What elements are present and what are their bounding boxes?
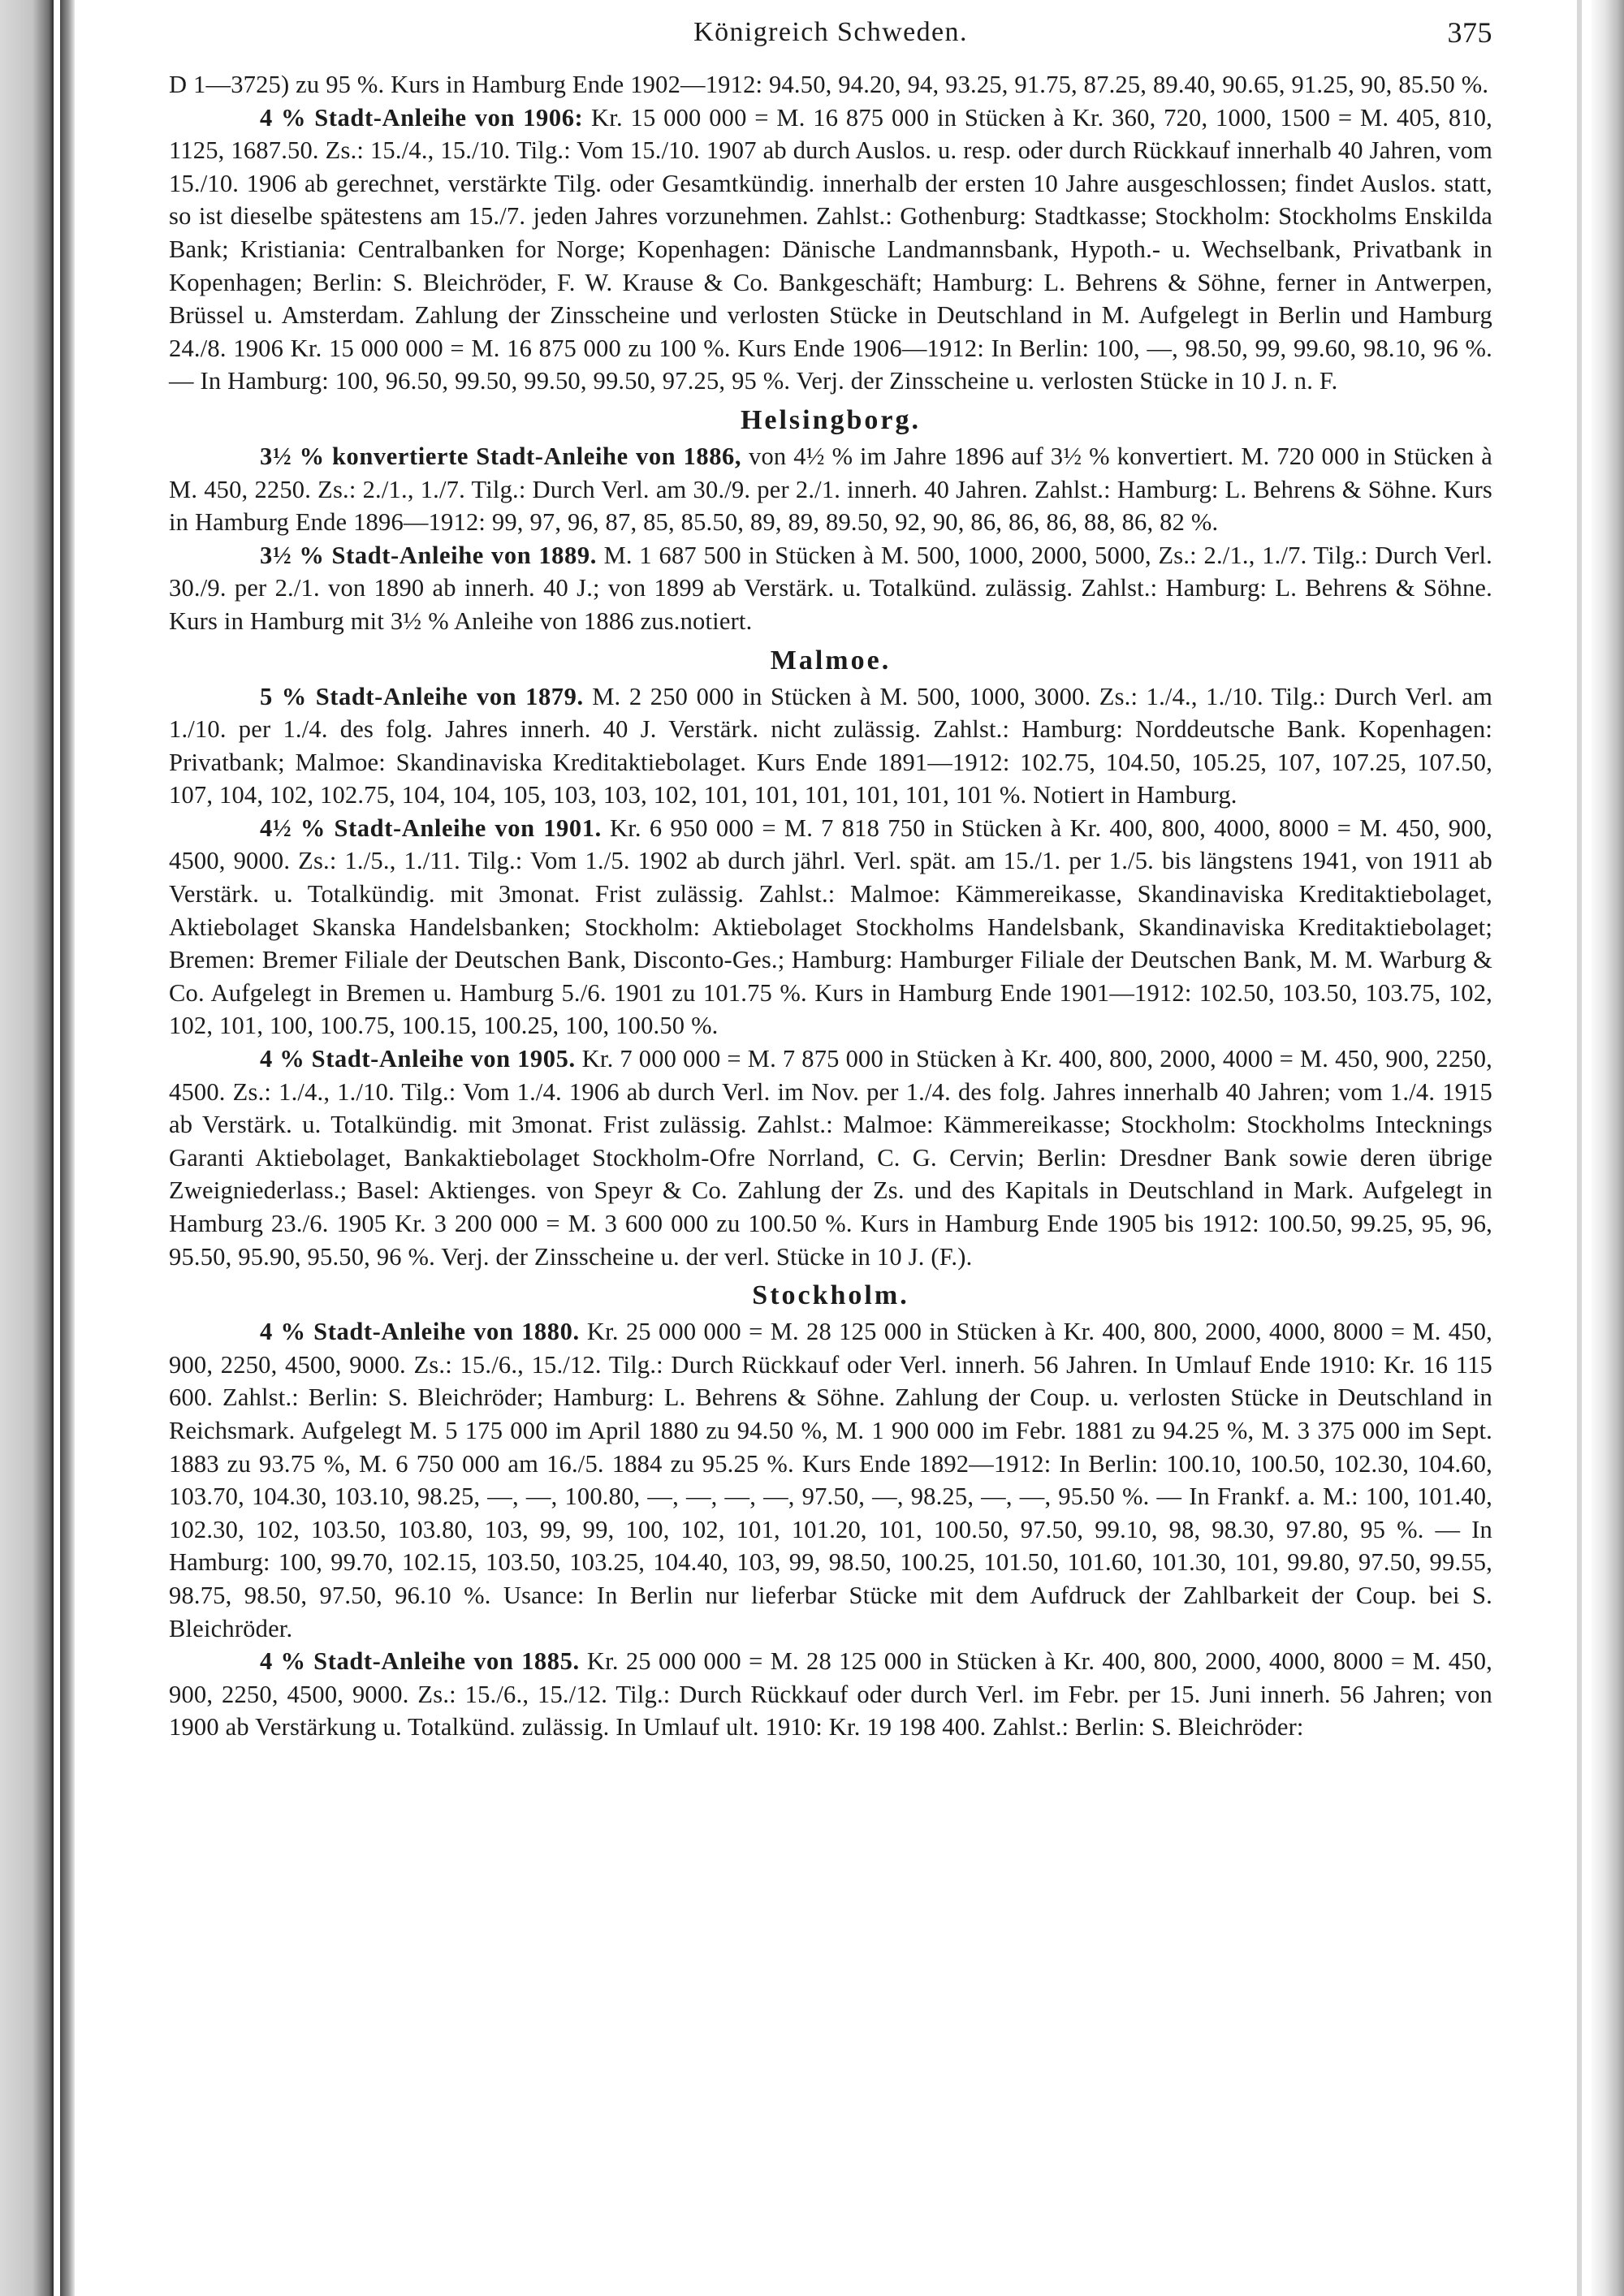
scan-shadow-left (0, 0, 54, 2296)
loan-entry (169, 101, 1492, 398)
loan-heading: 4 % Stadt-Anleihe von 1906: (260, 103, 584, 132)
loan-text: D 1—3725) zu 95 %. Kurs in Hamburg Ende 1902—1912: 94.50, 94.20, 94, 93.25, 91.75, 87.25, 89.40, 90.65, 91.25, 90, 85.50 %. (169, 71, 1489, 98)
loan-text: Kr. 7 000 000 = M. 7 875 000 in Stücken à Kr. 400, 800, 2000, 4000 = M. 450, 900, 2250, 4500. Zs.: 1./4., 1./10. Tilg.: Vom 1./4. 1906 ab durch Verl. im Nov. per 1./4. des folg. Jahres innerhalb 40 Jahren; vom 1./4. 1915 ab Verstärk. u. Totalkündig. mit 3monat. Frist zulässig. Zahlst.: Malmoe: Kämmereikasse; Stockholm: Stockholms Intecknings Garanti Aktiebolaget, Bankaktiebolaget Stockholm-Ofre Norrland, C. G. Cervin; Berlin: Dresdner Bank sowie deren übrige Zweigniederlass.; Basel: Aktienges. von Speyr & Co. Zahlung der Zs. und des Kapitals in Deutschland in Mark. Aufgelegt in Hamburg 23./6. 1905 Kr. 3 200 000 = M. 3 600 000 zu 100.50 %. Kurs in Hamburg Ende 1905 bis 1912: 100.50, 99.25, 95, 96, 95.50, 95.90, 95.50, 96 %. Verj. der Zinsscheine u. der verl. Stücke in 10 J. (F.). (169, 1045, 1492, 1271)
city-heading: Stockholm. (752, 1280, 909, 1311)
scan-shadow-right (1592, 0, 1624, 2296)
loan-text: M. 1 687 500 in Stücken à M. 500, 1000, 2000, 5000, Zs.: 2./1., 1./7. Tilg.: Durch Verl. 30./9. per 2./1. von 1890 ab innerh. 40 J.; von 1899 ab Verstärk. u. Totalkünd. zulässig. Zahlst.: Hamburg: L. Behrens & Söhne. Kurs in Hamburg mit 3½ % Anleihe von 1886 zus.notiert. (169, 541, 1492, 635)
loan-entry (169, 440, 1492, 539)
running-title: Königreich Schweden. (693, 17, 968, 47)
loan-heading: 5 % Stadt-Anleihe von 1879. (260, 682, 584, 710)
loan-heading: 4 % Stadt-Anleihe von 1905. (260, 1045, 576, 1073)
loan-entry (169, 1042, 1492, 1273)
loan-entry (169, 812, 1492, 1042)
loan-entry (169, 1315, 1492, 1645)
scan-edge-line-right (1577, 0, 1582, 2296)
loan-heading: 4 % Stadt-Anleihe von 1880. (260, 1318, 580, 1346)
loan-entry (169, 1645, 1492, 1744)
loan-entry (169, 539, 1492, 638)
city-heading: Helsingborg. (740, 404, 922, 435)
loan-text: von 4½ % im Jahre 1896 auf 3½ % konvertiert. M. 720 000 in Stücken à M. 450, 2250. Zs.: 2./1., 1./7. Tilg.: Durch Verl. am 30./9. per 2./1. innerh. 40 Jahren. Zahlst.: Hamburg: L. Behrens & Söhne. Kurs in Hamburg Ende 1896—1912: 99, 97, 96, 87, 85, 85.50, 89, 89, 89.50, 92, 90, 86, 86, 86, 88, 86, 82 %. (169, 442, 1492, 537)
scan-binding-edge (60, 0, 75, 2296)
loan-entry (169, 680, 1492, 812)
loan-heading: 4½ % Stadt-Anleihe von 1901. (260, 814, 602, 842)
city-heading: Malmoe. (770, 645, 892, 675)
loan-text: Kr. 25 000 000 = M. 28 125 000 in Stücken à Kr. 400, 800, 2000, 4000, 8000 = M. 450, 900, 2250, 4500, 9000. Zs.: 15./6., 15./12. Tilg.: Durch Rückkauf oder Verl. innerh. 56 Jahren. In Umlauf Ende 1910: Kr. 16 115 600. Zahlst.: Berlin: S. Bleichröder; Hamburg: L. Behrens & Söhne. Zahlung der Coup. u. verlosten Stücke in Deutschland in Reichsmark. Aufgelegt M. 5 175 000 im April 1880 zu 94.50 %, M. 1 900 000 im Febr. 1881 zu 94.25 %, M. 3 375 000 im Sept. 1883 zu 93.75 %, M. 6 750 000 am 16./5. 1884 zu 95.25 %. Kurs Ende 1892—1912: In Berlin: 100.10, 100.50, 102.30, 104.60, 103.70, 104.30, 103.10, 98.25, —, —, 100.80, —, —, —, —, 97.50, —, 98.25, —, —, 95.50 %. — In Frankf. a. M.: 100, 101.40, 102.30, 102, 103.50, 103.80, 103, 99, 99, 100, 102, 101, 101.20, 101, 100.50, 97.50, 99.10, 98, 98.30, 97.80, 95 %. — In Hamburg: 100, 99.70, 102.15, 103.50, 103.25, 104.40, 103, 99, 98.50, 100.25, 101.50, 101.60, 101.30, 101, 99.80, 97.50, 99.55, 98.75, 98.50, 97.50, 96.10 %. Usance: In Berlin nur lieferbar Stücke mit dem Aufdruck der Zahlbarkeit der Coup. bei S. Bleichröder. (169, 1318, 1492, 1642)
page-number: 375 (1447, 16, 1492, 49)
loan-text: Kr. 25 000 000 = M. 28 125 000 in Stücken à Kr. 400, 800, 2000, 4000, 8000 = M. 450, 900, 2250, 4500, 9000. Zs.: 15./6., 15./12. Tilg.: Durch Rückkauf oder durch Verl. im Febr. per 15. Juni innerh. 56 Jahren; von 1900 ab Verstärkung u. Totalkünd. zulässig. In Umlauf ult. 1910: Kr. 19 198 400. Zahlst.: Berlin: S. Bleichröder: (169, 1647, 1492, 1741)
loan-text: Kr. 6 950 000 = M. 7 818 750 in Stücken à Kr. 400, 800, 4000, 8000 = M. 450, 900, 4500, 9000. Zs.: 1./5., 1./11. Tilg.: Vom 1./5. 1902 ab durch jährl. Verl. spät. am 15./1. per 1./5. bis längstens 1941, von 1911 ab Verstärk. u. Totalkündig. mit 3monat. Frist zulässig. Zahlst.: Malmoe: Kämmereikasse, Skandinaviska Kreditaktiebolaget, Aktiebolaget Skanska Handelsbanken; Stockholm: Aktiebolaget Stockholms Handelsbank, Skandinaviska Kreditaktiebolaget; Bremen: Bremer Filiale der Deutschen Bank, Disconto-Ges.; Hamburg: Hamburger Filiale der Deutschen Bank, M. M. Warburg & Co. Aufgelegt in Bremen u. Hamburg 5./6. 1901 zu 101.75 %. Kurs in Hamburg Ende 1901—1912: 102.50, 103.50, 103.75, 102, 102, 101, 100, 100.75, 100.15, 100.25, 100, 100.50 %. (169, 814, 1492, 1040)
loan-heading: 4 % Stadt-Anleihe von 1885. (260, 1647, 580, 1676)
page-body (169, 68, 1492, 1744)
loan-text: M. 2 250 000 in Stücken à M. 500, 1000, 3000. Zs.: 1./4., 1./10. Tilg.: Durch Verl. am 1./10. per 1./4. des folg. Jahres innerh. 40 J. Verstärk. nicht zulässig. Zahlst.: Hamburg: Norddeutsche Bank. Kopenhagen: Privatbank; Malmoe: Skandinaviska Kreditaktiebolaget. Kurs Ende 1891—1912: 102.75, 104.50, 105.25, 107, 107.25, 107.50, 107, 104, 102, 102.75, 104, 104, 105, 103, 103, 102, 101, 101, 101, 101, 101, 101 %. Notiert in Hamburg. (169, 682, 1492, 809)
book-page (169, 11, 1492, 1744)
running-header (169, 11, 1492, 68)
loan-entry (169, 68, 1492, 101)
loan-heading: 3½ % Stadt-Anleihe von 1889. (260, 541, 597, 569)
loan-heading: 3½ % konvertierte Stadt-Anleihe von 1886, (260, 442, 742, 470)
loan-text: Kr. 15 000 000 = M. 16 875 000 in Stücken à Kr. 360, 720, 1000, 1500 = M. 405, 810, 1125, 1687.50. Zs.: 15./4., 15./10. Tilg.: Vom 15./10. 1907 ab durch Auslos. u. resp. oder durch Rückkauf innerhalb 40 Jahren, vom 15./10. 1906 ab gerechnet, verstärkte Tilg. oder Gesamtkündig. innerhalb der ersten 10 Jahre ausgeschlossen; findet Auslos. statt, so ist dieselbe spätestens am 15./7. jeden Jahres vorzunehmen. Zahlst.: Gothenburg: Stadtkasse; Stockholm: Stockholms Enskilda Bank; Kristiania: Centralbanken for Norge; Kopenhagen: Dänische Landmannsbank, Hypoth.- u. Wechselbank, Privatbank in Kopenhagen; Berlin: S. Bleichröder, F. W. Krause & Co. Bankgeschäft; Hamburg: L. Behrens & Söhne, ferner in Antwerpen, Brüssel u. Amsterdam. Zahlung der Zinsscheine und verlosten Stücke in Deutschland in M. Aufgelegt in Berlin und Hamburg 24./8. 1906 Kr. 15 000 000 = M. 16 875 000 zu 100 %. Kurs Ende 1906—1912: In Berlin: 100, —, 98.50, 99, 99.60, 98.10, 96 %. — In Hamburg: 100, 96.50, 99.50, 99.50, 99.50, 97.25, 95 %. Verj. der Zinsscheine u. verlosten Stücke in 10 J. n. F. (169, 103, 1492, 395)
